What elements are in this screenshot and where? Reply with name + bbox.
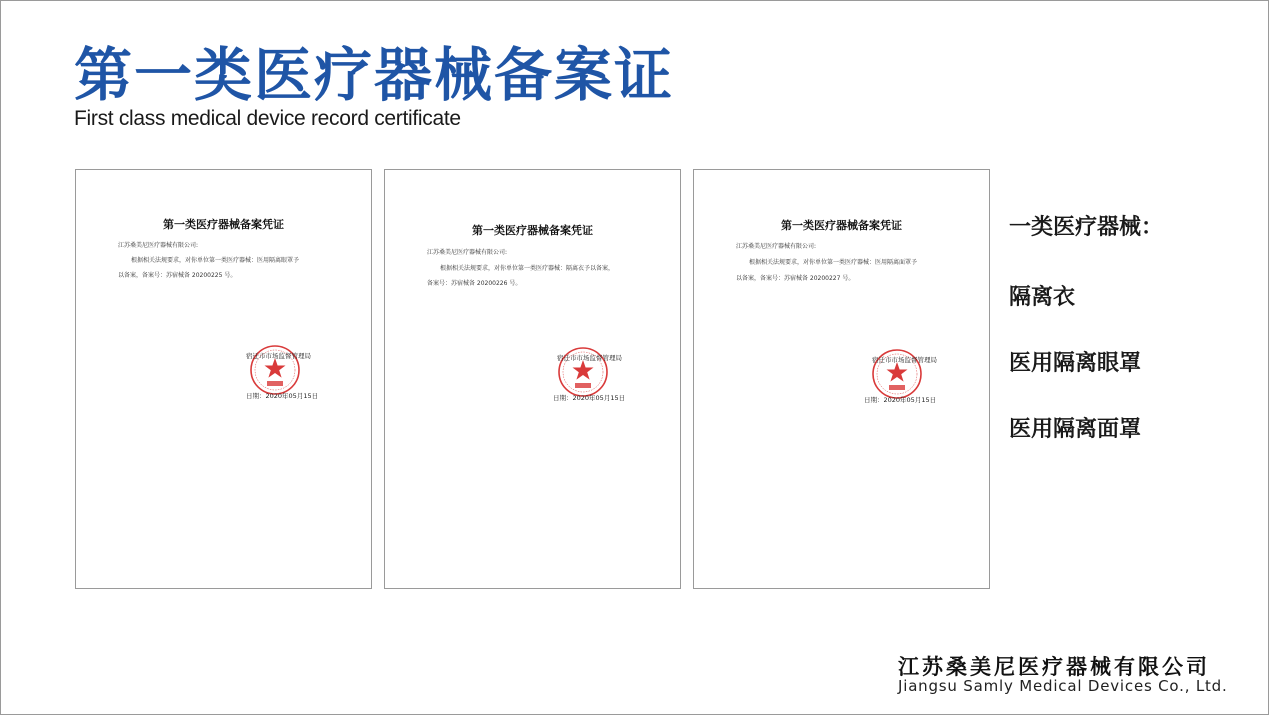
certificate-issuer: 宿迁市市场监督管理局 bbox=[557, 354, 622, 362]
certificate-card[interactable] bbox=[384, 169, 681, 589]
product-item: 医用隔离面罩 bbox=[1009, 417, 1142, 442]
certificate-card[interactable] bbox=[693, 169, 990, 589]
page-subtitle: First class medical device record certificate bbox=[74, 107, 461, 130]
page-title: 第一类医疗器械备案证 bbox=[74, 41, 675, 109]
certificate-title: 第一类医疗器械备案凭证 bbox=[472, 224, 593, 237]
certificate-date: 日期：2020年05月15日 bbox=[864, 396, 937, 404]
certificate-issuer: 宿迁市市场监督管理局 bbox=[872, 356, 937, 364]
company-name-en: Jiangsu Samly Medical Devices Co., Ltd. bbox=[898, 677, 1228, 695]
certificate-body-line: 备案号：苏宿械备 20200226 号。 bbox=[427, 280, 522, 287]
certificate-title: 第一类医疗器械备案凭证 bbox=[781, 219, 902, 232]
certificate-body-line: 根据相关法规要求，对你单位第一类医疗器械：医用隔离眼罩予 bbox=[131, 257, 300, 264]
product-list-heading: 一类医疗器械： bbox=[1009, 215, 1164, 240]
certificate-card[interactable] bbox=[75, 169, 372, 589]
certificate-date: 日期：2020年05月15日 bbox=[553, 394, 626, 402]
certificate-body-line: 以备案，备案号：苏宿械备 20200225 号。 bbox=[118, 272, 237, 279]
product-item: 隔离衣 bbox=[1009, 285, 1076, 310]
certificate-issuer: 宿迁市市场监督管理局 bbox=[246, 352, 311, 360]
certificate-body-line: 以备案，备案号：苏宿械备 20200227 号。 bbox=[736, 275, 855, 282]
certificate-date: 日期：2020年05月15日 bbox=[246, 392, 319, 400]
certificate-addressee: 江苏桑美尼医疗器械有限公司: bbox=[736, 243, 817, 250]
product-item: 医用隔离眼罩 bbox=[1009, 351, 1142, 376]
certificate-title: 第一类医疗器械备案凭证 bbox=[163, 218, 284, 231]
certificate-addressee: 江苏桑美尼医疗器械有限公司: bbox=[118, 242, 199, 249]
certificate-body-line: 根据相关法规要求，对你单位第一类医疗器械：医用隔离面罩予 bbox=[749, 259, 918, 266]
certificate-body-line: 根据相关法规要求，对你单位第一类医疗器械：隔离衣予以备案， bbox=[440, 265, 615, 272]
certificate-addressee: 江苏桑美尼医疗器械有限公司: bbox=[427, 249, 508, 256]
company-name-cn: 江苏桑美尼医疗器械有限公司 bbox=[898, 655, 1210, 679]
